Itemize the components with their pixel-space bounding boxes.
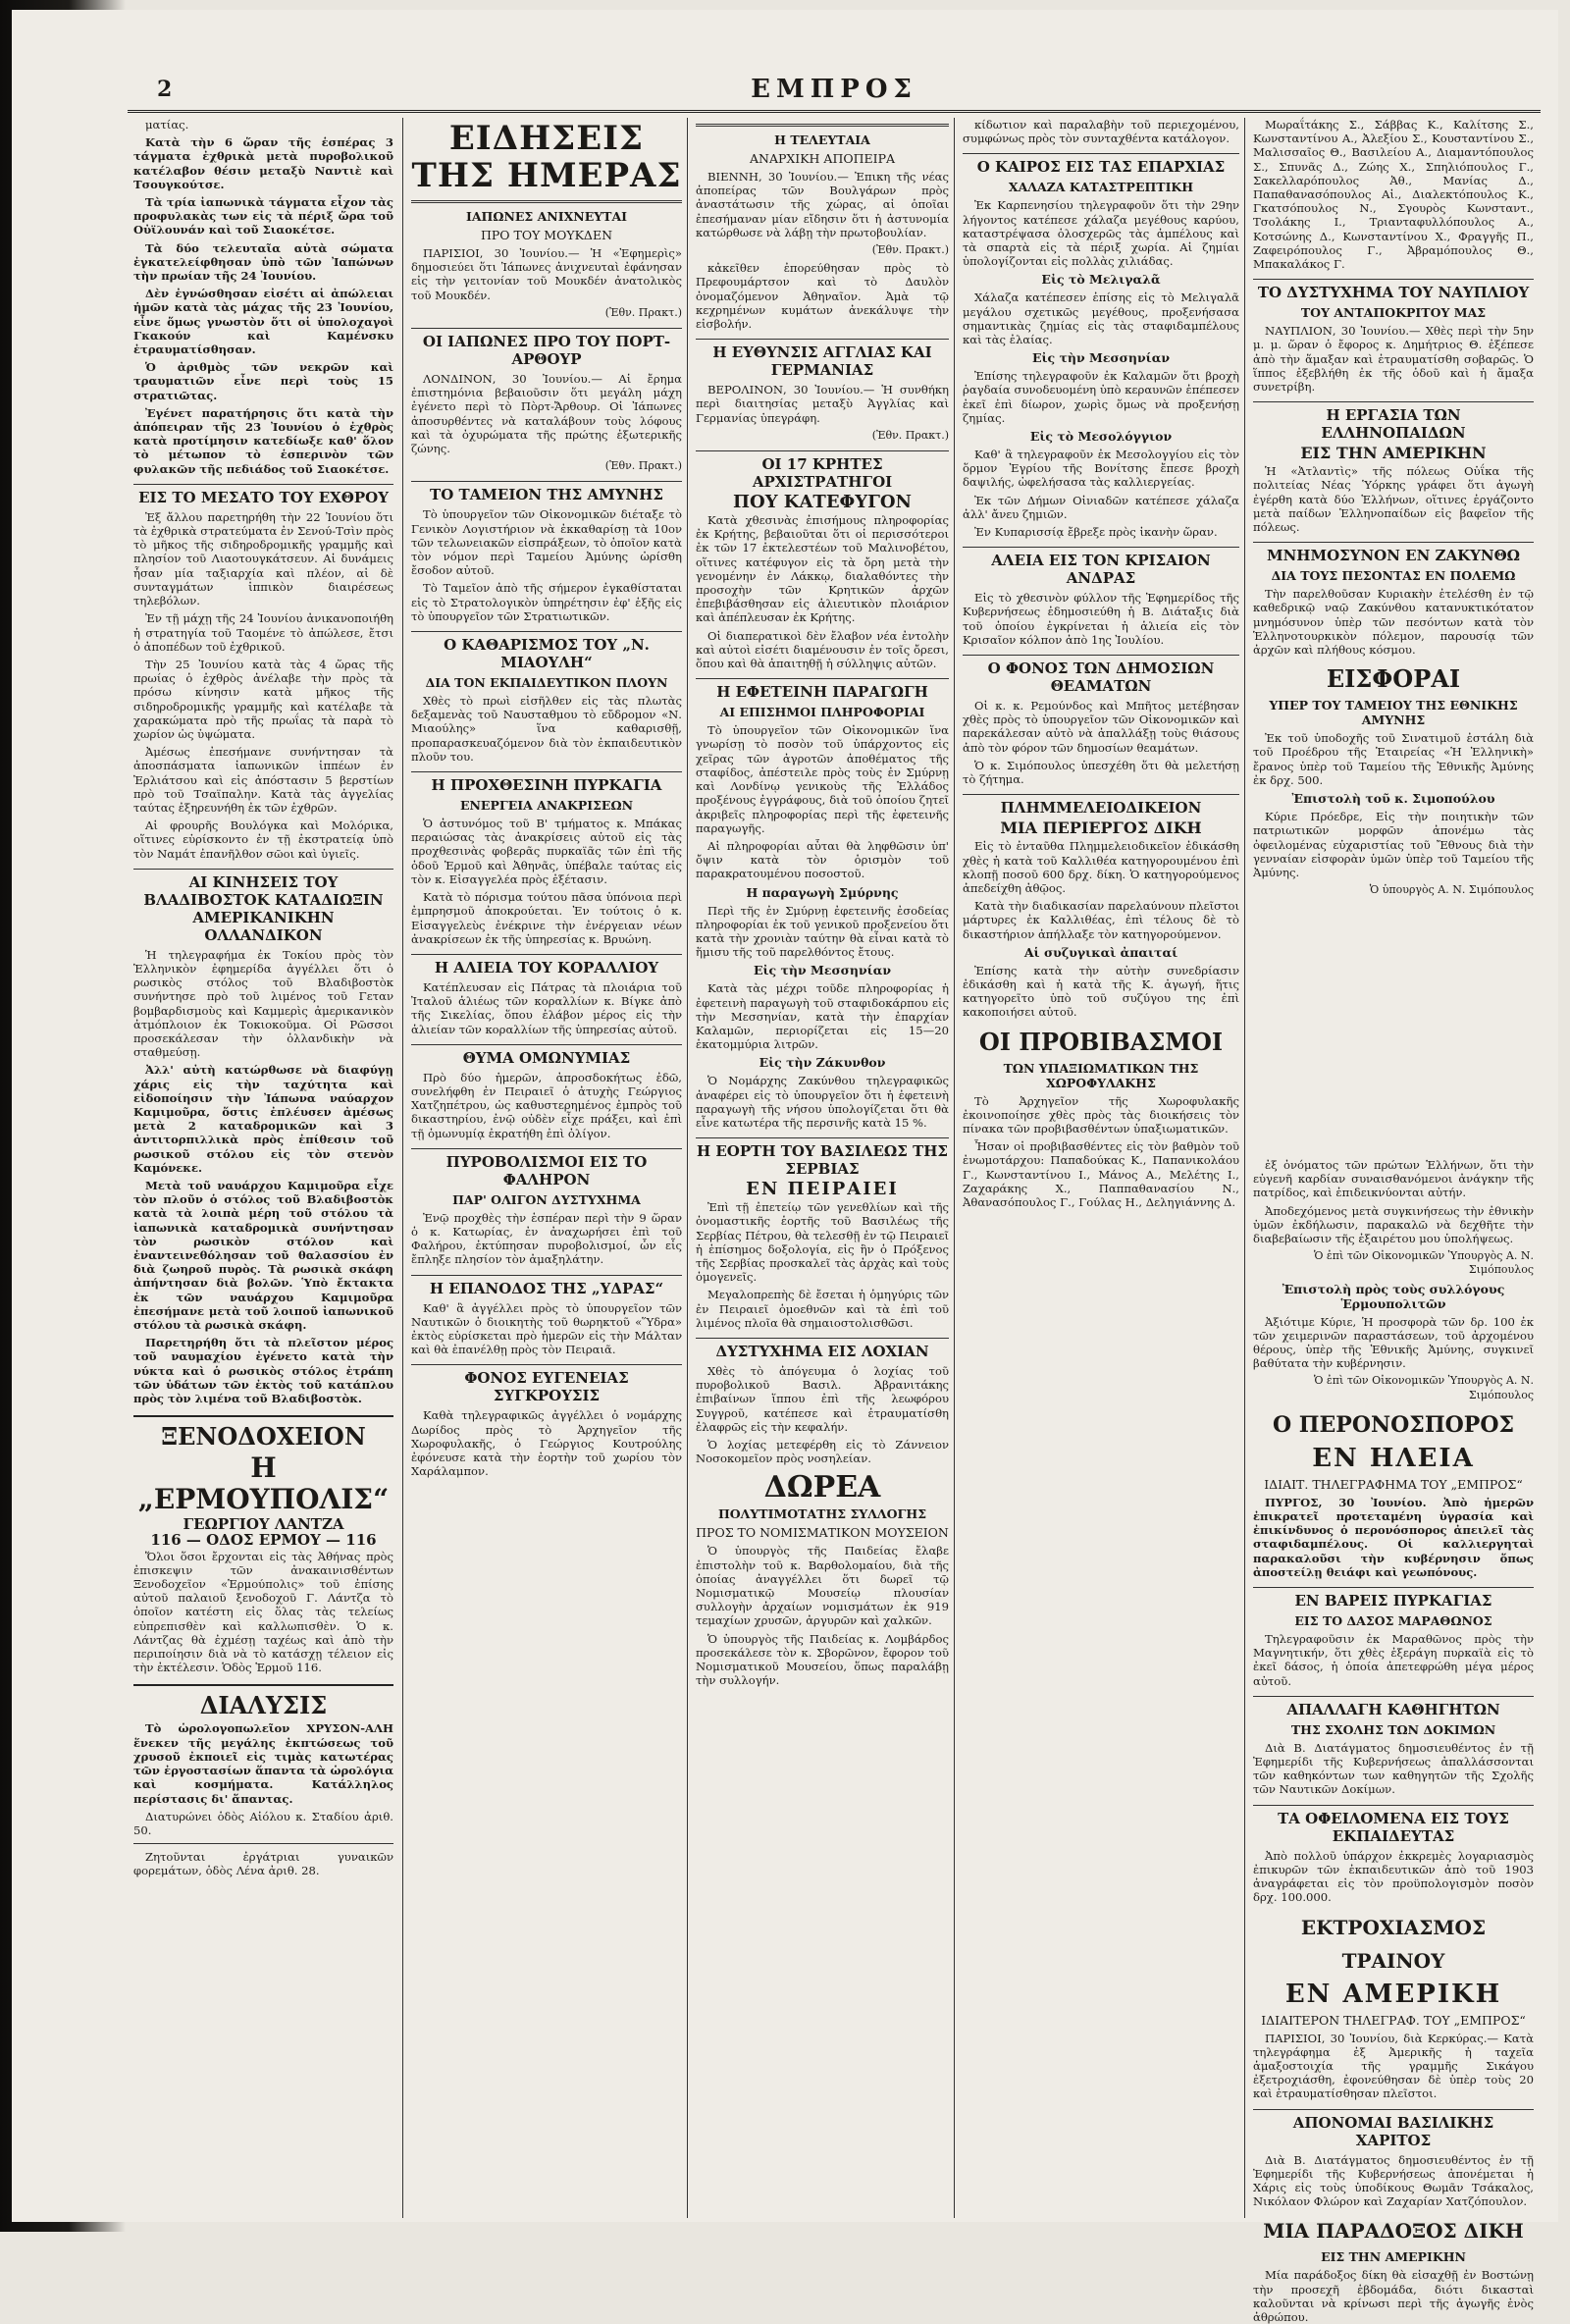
paragraph: Ἐνῷ πρoχθὲς τὴν ἑσπέραν περὶ τὴν 9 ὥραν ὁ κ. Κατωρίας, ἐν ἀναχωρήσει ἐπὶ τοῦ Φαλήρου, ἐκτύπησαν πυροβολισμοί, ὧν εἷς ἔπληξε πλησίον τὸν ἀμαξηλάτην.: [411, 1210, 682, 1267]
section-heading: Η ΤΕΛΕΥΤΑΙΑ: [774, 132, 870, 147]
hotel-ad-owner: ΓΕΩΡΓΙΟΥ ΛΑΝΤΖΑ: [183, 1515, 344, 1534]
paragraph: ματίας.: [145, 118, 189, 132]
paragraph: Τὸ ὑπουργεῖον τῶν Οἰκονομικῶν ἵνα γνωρίσῃ τὸ ποσὸν τοῦ ὑπάρχοντος εἰς χεῖρας τῶν ἀγροτῶν ἀποθέματος τῆς σταφίδος, ἀπέστειλε πρὸς τοὺς ἐν Σμύρνῃ καὶ Λονδίνῳ γενικοὺς τῆς Ἑλλάδος προξένους ἐγγράφους, διὰ τοῦ ὁποίου ζητεῖ ἀκριβεῖς πληροφορίας περὶ τῆς ἐφετεινῆς παραγωγῆς.: [696, 723, 949, 835]
section-heading: ΕΝ ΒΑΡΕΙΣ ΠΥΡΚΑΓΙΑΣ: [1253, 1587, 1534, 1610]
paragraph: ἐξ ὀνόματος τῶν πρώτων Ἑλλήνων, ὅτι τὴν εὐγενῆ καρδίαν συναισθανόμενοι ἀνάγκην τῆς πατρίδος, καὶ ἐπιδεικνύονται αὐτήν.: [1253, 1158, 1534, 1200]
section-heading: ΤΟ ΔΥΣΤΥΧΗΜΑ ΤΟΥ ΝΑΥΠΛΙΟΥ: [1253, 279, 1534, 301]
section-subheading: ΠΟΛΥΤΙΜΟΤΑΤΗΣ ΣΥΛΛΟΓΗΣ: [717, 1506, 927, 1522]
section-heading: ΦΟΝΟΣ ΕΥΓΕΝΕΙΑΣ ΣΥΓΚΡΟΥΣΙΣ: [411, 1364, 682, 1404]
paragraph: Ἐκ τοῦ ὑποδοχῆς τοῦ Σινατιμοῦ ἐστάλη διὰ τοῦ Προέδρου τῆς Ἑταιρείας «Ἡ Ἑλληνικὴ» ἔρανος ὑπὲρ τοῦ Ταμείου τῆς Ἐθνικῆς Ἀμύνης ἐκ δρχ. 500.: [1253, 731, 1534, 787]
section-heading: Η ΕΦΕΤΕΙΝΗ ΠΑΡΑΓΩΓΗ: [696, 678, 949, 701]
section-subheading: ΠΡΟΣ ΤΟ ΝΟΜΙΣΜΑΤΙΚΟΝ ΜΟΥΣΕΙΟΝ: [696, 1525, 949, 1541]
hotel-ad-heading: ΞΕΝΟΔΟΧΕΙΟΝ: [133, 1415, 393, 1451]
paragraph: Κατὰ χθεσινὰς ἐπισήμους πληροφορίας ἐκ Κρήτης, βεβαιοῦται ὅτι οἱ περισσότεροι ἐκ τῶν 17 ἐκτελεστέων τοῦ Μαλινοβέτου, οἵτινες κατέφυγον εἰς τὰ ὄρη μετὰ τὴν γενομένην ἐν Λάκκῳ, διαλαθόντες τὴν προσοχὴν τῶν Κρητικῶν ἀρχῶν ἐπεβιβάσθησαν εἰς ἁλιευτικὸν πλοιάριον καὶ ἀπέπλευσαν ἐκ Κρήτης.: [696, 513, 949, 625]
paragraph: κἀκεῖθεν ἐπορεύθησαν πρὸς τὸ Πρεφουμάρτσον καὶ τὸ Δαυλὸν ὀνομαζόμενον Ἀθηναῖον. Ἀμὰ τῷ κεχρημένων κυμάτων ἀνεκάλυψε τὴν εἰσβολήν.: [696, 261, 949, 332]
section-heading: Η ΠΡΟΧΘΕΣΙΝΗ ΠΥΡΚΑΓΙΑ: [411, 771, 682, 794]
section-heading: ΜΝΗΜΟΣΥΝΟΝ ΕΝ ΖΑΚΥΝΘΩ: [1253, 542, 1534, 564]
column-2: [402, 118, 690, 2218]
source-credit: (Ἐθν. Πρακτ.): [604, 459, 682, 473]
section-heading: Η ΕΥΘΥΝΣΙΣ ΑΓΓΛΙΑΣ ΚΑΙ ΓΕΡΜΑΝΙΑΣ: [696, 339, 949, 379]
section-subheading: ΕΙΣ ΤΟ ΔΑΣΟΣ ΜΑΡΑΘΩΝΟΣ: [1294, 1613, 1492, 1629]
paragraph: Τὰ τρία ἰαπωνικὰ τάγματα εἶχον τὰς προφυλακὰς των εἰς τὰ πέριξ ὥρα τοῦ Οὐϊλουνάν καὶ τοῦ Σιαοκέτσε.: [133, 195, 393, 238]
section-heading: Ο ΚΑΘΑΡΙΣΜΟΣ ΤΟΥ „Ν. ΜΙΑΟΥΛΗ“: [411, 631, 682, 671]
section-heading: ΤΟ ΤΑΜΕΙΟΝ ΤΗΣ ΑΜΥΝΗΣ: [411, 481, 682, 503]
section-heading: Ο ΚΑΙΡΟΣ ΕΙΣ ΤΑΣ ΕΠΑΡΧΙΑΣ: [963, 153, 1239, 176]
section-heading: ΤΑ ΟΦΕΙΛΟΜΕΝΑ ΕΙΣ ΤΟΥΣ ΕΚΠΑΙΔΕΥΤΑΣ: [1253, 1805, 1534, 1845]
column-4: [954, 118, 1247, 2218]
section-subheading: ΠΟΥ ΚΑΤΕΦΥΓΟΝ: [733, 492, 912, 513]
section-subheading: ΕΙΣ ΤΗΝ ΑΜΕΡΙΚΗΝ: [1300, 444, 1487, 463]
section-subheading: ΕΝ ΠΕΙΡΑΙΕΙ: [746, 1179, 899, 1200]
section-subheading: ΕΝ ΗΛΕΙΑ: [1312, 1443, 1475, 1473]
sub-heading: Εἰς τὴν Ζάκυνθον: [759, 1055, 886, 1071]
sub-heading: Ἐπιστολὴ τοῦ κ. Σιμοπούλου: [1291, 791, 1495, 807]
section-subheading: ΑΝΑΡΧΙΚΗ ΑΠΟΠΕΙΡΑ: [749, 151, 896, 166]
source-credit: (Ἐθν. Πρακτ.): [604, 305, 682, 319]
paragraph: Ἀμέσως ἐπεσήμανε συνήντησαν τὰ ἀποσπάσματα ἰαπωνικῶν ἱππέων ἐν Ἐρλιάτσου καὶ εἰς ἀπόστασιν 5 βερστίων πρὸ τοῦ Τσαϊπαλην. Κατὰ τὰς ἀγγελίας ταύτας ἐξηρευνήθη ἐκ τῶν ἐχθρῶν.: [133, 745, 393, 815]
paragraph: Ἀποδεχόμενος μετὰ συγκινήσεως τὴν ἐθνικὴν ὑμῶν ἐκδήλωσιν, παρακαλῶ νὰ δεχθῆτε τὴν διαβεβαίωσιν τῆς ἐξαιρέτου μου ὑπολήψεως.: [1253, 1203, 1534, 1246]
dialysis-ad-address: Διατυρώνει ὁδὸς Αἰόλου κ. Σταδίου ἀριθ. 50.: [133, 1809, 393, 1837]
paragraph: Αἱ πληροφορίαι αὗται θὰ ληφθῶσιν ὑπ' ὄψιν κατὰ τὸν ὁρισμὸν τοῦ παρακρατουμένου ποσοστοῦ.: [696, 838, 949, 881]
sub-heading: Εἰς τὴν Μεσσηνίαν: [1031, 350, 1171, 366]
paragraph: Διὰ Β. Διατάγματος δημοσιευθέντος ἐν τῇ Ἐφημερίδι τῆς Κυβερνήσεως ἀπονέμεται ἡ Χάρις εἰς τοὺς ὑποδίκους Θωμᾶν Τσάκαλος, Νικόλαον Φλώρον καὶ Ζαχαρίαν Χατζόπουλον.: [1253, 2152, 1534, 2209]
paragraph: Ἀξιότιμε Κύριε, Ἡ προσφορὰ τῶν δρ. 100 ἐκ τῶν χειμερινῶν παραστάσεων, τοῦ ἀρχομένου θέρους, ὑπὲρ τῆς Ἐθνικῆς Ἀμύνης, συγκινεῖ βαθύτατα τὴν κυβέρνησιν.: [1253, 1314, 1534, 1371]
paragraph: Τὴν παρελθοῦσαν Κυριακὴν ἐτελέσθη ἐν τῷ καθεδρικῷ ναῷ Ζακύνθου κατανυκτικότατον μνημόσυνον ὑπὲρ τῶν πεσόντων κατὰ τὸν Ἑλληνοτουρκικὸν πόλεμον, παρουσίᾳ τῶν ἀρχῶν καὶ πλήθους κόσμου.: [1253, 587, 1534, 658]
section-heading: ΔΩΡΕΑ: [763, 1470, 881, 1505]
paragraph: Ὁ ὑπουργὸς τῆς Παιδείας ἔλαβε ἐπιστολὴν τοῦ κ. Βαρθολομαίου, διὰ τῆς ὁποίας ἀναγγέλλει ὅτι δωρεῖ τῷ Νομισματικῷ Μουσείῳ πλουσίαν συλλογὴν ἀρχαίων νομισμάτων ἐκ 919 τεμαχίων χρυσῶν, ἀργυρῶν καὶ χαλκῶν.: [696, 1544, 949, 1628]
section-heading: ΠΛΗΜΜΕΛΕΙΟΔΙΚΕΙΟΝ: [963, 794, 1239, 817]
section-subheading: ΕΙΣ ΤΗΝ ΑΜΕΡΙΚΗΝ: [1321, 2249, 1466, 2265]
page-title: ΕΙΔΗΣΕΙΣ ΤΗΣ ΗΜΕΡΑΣ: [411, 119, 682, 195]
paragraph: Ἐν τῇ μάχῃ τῆς 24 Ἰουνίου ἀνικανοποιήθη ἡ στρατηγία τοῦ Ταομένε τὸ ἀπώλεσε, ἔτσι ὁ ἀποπέδων τοῦ ἐχθρικοῦ.: [133, 611, 393, 654]
paragraph: Αἱ φρουρῆς Βουλόγκα καὶ Μολόρικα, οἵτινες εὑρίσκοντο ἐν τῇ ἐκστρατείᾳ ὑπὸ τὸν Ναμάτ ἐπανῆλθον σῶοι καὶ ὑγιεῖς.: [133, 819, 393, 861]
hotel-ad-name: Η „ΕΡΜΟΥΠΟΛΙΣ“: [137, 1452, 390, 1516]
paragraph: Ἐγένετ παρατήρησις ὅτι κατὰ τὴν ἀπόπειραν τῆς 23 Ἰουνίου ὁ ἐχθρὸς κατὰ προτίμησιν κατεδίωξε καθ' ὅλον τὸ μέτωπον τὸ ἑσπερινὸν τῶν φυλακῶν τῆς πεδιάδος τοῦ Σιαοκέτσε.: [133, 405, 393, 476]
section-heading: ΟΙ 17 ΚΡΗΤΕΣ ΑΡΧΙΣΤΡΑΤΗΓΟΙ: [696, 450, 949, 491]
paper-name: ΕΜΠΡΟΣ: [751, 75, 917, 104]
section-heading: Η ΕΟΡΤΗ ΤΟΥ ΒΑΣΙΛΕΩΣ ΤΗΣ ΣΕΡΒΙΑΣ: [696, 1137, 949, 1178]
paragraph: Ὁ κ. Σιμόπουλος ὑπεσχέθη ὅτι θὰ μελετήσῃ τὸ ζήτημα.: [963, 758, 1239, 787]
section-heading: ΑΙ ΚΙΝΗΣΕΙΣ ΤΟΥ ΒΛΑΔΙΒΟΣΤΟΚ ΚΑΤΑΔΙΩΞΙΝ ΑΜΕΡΙΚΑΝΙΚΗΝ ΟΛΛΑΝΔΙΚΟΝ: [133, 869, 393, 944]
paragraph: Εἰς τὸ χθεσινὸν φύλλον τῆς Ἐφημερίδος τῆς Κυβερνήσεως ἐδημοσιεύθη ἡ Β. Διάταξις διὰ τοῦ ὁποίου ἐγκρίνεται ἡ ἁλιεία εἰς τὸν Κρισαῖον κόλπον ἀπὸ 1ης Ἰουλίου.: [963, 591, 1239, 647]
paragraph: Τὸ ὑπουργεῖον τῶν Οἰκονομικῶν διέταξε τὸ Γενικὸν Λογιστήριον νὰ ἐκκαθαρίσῃ τὰ 10ον τῶν τελωνειακῶν εἰσπράξεων, τὸ ὁποῖον κατὰ τὸν νόμον περὶ Ταμείου Ἀμύνης ὡρίσθη ἔσοδον αὐτοῦ.: [411, 507, 682, 578]
section-subheading: ΤΟΥ ΑΝΤΑΠΟΚΡΙΤΟΥ ΜΑΣ: [1300, 305, 1487, 321]
paragraph: Μωραΐτάκης Σ., Σάββας Κ., Καλίτσης Σ., Κωνσταντίνου Α., Ἀλεξίου Σ., Κουσταντίνου Σ., Μαλισσαῖος Θ., Βασιλείου Α., Διαμαντόπουλος Σ., Σπυνᾶς Δ., Ζώης Χ., Σπηλιόπουλος Γ., Σακελλαρόπουλος Ἀθ., Μανίας Δ., Παπαθανασόπουλος Αἰ., Διαλεκτόπουλος Κ., Γκατσόπουλος Ν., Σγουρὸς Κωνσταντ., Τσολάκης Ι., Τριανταφυλλόπουλος Α., Κοτσώνης Δ., Κωνσταντίνου Χ., Φραγγῆς Π., Ζαφειρόπουλος Γ., Ἀβραμόπουλος Θ., Μπακαλάκος Γ.: [1253, 118, 1534, 272]
column-3: [687, 118, 957, 2218]
paragraph: ΛΟΝΔΙΝΟΝ, 30 Ἰουνίου.— Αἱ ἔρημα ἐπιστημόνια βεβαιοῦσιν ὅτι μεγάλη μάχη ἐγένετο περὶ τὸ Πὸρτ-Ἄρθουρ. Οἱ Ἰάπωνες ἀποσυρθέντες νὰ καταλάβουν τοὺς λόφους καὶ τὰ ὀχυρώματα τῆς πρώτης ἐξωτερικῆς ζώνης.: [411, 372, 682, 456]
paragraph: Ὁ ἀριθμὸς τῶν νεκρῶν καὶ τραυματιῶν εἶνε περὶ τοὺς 15 στρατιῶτας.: [133, 360, 393, 402]
sub-heading: Η παραγωγὴ Σμύρνης: [746, 884, 899, 900]
sub-heading: Εἰς τὸ Μελιγαλᾶ: [1041, 272, 1161, 288]
section-subheading: ΠΡΟ ΤΟΥ ΜΟΥΚΔΕΝ: [480, 228, 613, 242]
paragraph: Τὴν 25 Ἰουνίου κατὰ τὰς 4 ὥρας τῆς πρωίας ὁ ἐχθρὸς ἀνέλαβε τὴν πρὸς τὰ πρόσω κίνησιν κατὰ μῆκος τῆς σιδηροδρομικῆς γραμμῆς καὶ κατέλαβε τὰ χαρακώματα πρὸ τῆς πρωΐας τὰ παρὰ τὸ χωρίον ὡς ὑψώματα.: [133, 657, 393, 741]
section-subheading: ΑΙ ΕΠΙΣΗΜΟΙ ΠΛΗΡΟΦΟΡΙΑΙ: [719, 705, 925, 720]
section-subheading: ΙΔΙΑΙΤΕΡΟΝ ΤΗΛΕΓΡΑΦ. ΤΟΥ „ΕΜΠΡΟΣ“: [1261, 2012, 1526, 2028]
section-subheading: ΕΝΕΡΓΕΙΑ ΑΝΑΚΡΙΣΕΩΝ: [459, 798, 634, 814]
paragraph: Περὶ τῆς ἐν Σμύρνῃ ἐφετεινῆς ἐσοδείας πληροφορίαι ἐκ τοῦ γενικοῦ προξενείου ὅτι κατὰ τὴν χρονιὰν ταύτην θὰ εἶναι κατὰ τὸ ἥμισυ τῆς τοῦ παρελθόντος ἔτους.: [696, 903, 949, 960]
section-subheading: ΤΩΝ ΥΠΑΞΙΩΜΑΤΙΚΩΝ ΤΗΣ ΧΩΡΟΦΥΛΑΚΗΣ: [1003, 1060, 1199, 1090]
signature: Ὁ ἐπὶ τῶν Οἰκονομικῶν Ὑπουργὸς Α. Ν. Σιμόπουλος: [1313, 1249, 1534, 1277]
section-heading: Η ΕΠΑΝΟΔΟΣ ΤΗΣ „ΥΔΡΑΣ“: [411, 1275, 682, 1297]
paragraph: Κατὰ τὸ πόρισμα τούτου πᾶσα ὑπόνοια περὶ ἐμπρησμοῦ ἀποκρούεται. Ἐν τούτοις ὁ κ. Εἰσαγγελεὺς ἐνέκρινε τὴν ἐνέργειαν νέων ἀνακρίσεων ἐκ τῆς ὑπηρεσίας κ. Βρυώνη.: [411, 890, 682, 946]
section-heading: ΑΛΕΙΑ ΕΙΣ ΤΟΝ ΚΡΙΣΑΙΟΝ ΑΝΔΡΑΣ: [963, 547, 1239, 587]
page-number: 2: [157, 77, 173, 102]
paragraph: Χθὲς τὸ ἀπόγευμα ὁ λοχίας τοῦ πυροβολικοῦ Βασιλ. Ἀβρανιτάκης ἐπιβαίνων ἵππου ἐπὶ τῆς λεωφόρου Συγγροῦ, κατέπεσε καὶ ἐτραυματίσθη ἐλαφρῶς εἰς τὴν κεφαλήν.: [696, 1363, 949, 1434]
section-heading: ΑΠΟΝΟΜΑΙ ΒΑΣΙΛΙΚΗΣ ΧΑΡΙΤΟΣ: [1253, 2109, 1534, 2149]
section-subheading: ΙΔΙΑΙΤ. ΤΗΛΕΓΡΑΦΗΜΑ ΤΟΥ „ΕΜΠΡΟΣ“: [1264, 1476, 1523, 1492]
paragraph: Ἐκ τῶν Δήμων Οἰνιαδῶν κατέπεσε χάλαζα ἀλλ' ἄνευ ζημιῶν.: [963, 493, 1239, 521]
section-heading: Η ΑΛΙΕΙΑ ΤΟΥ ΚΟΡΑΛΛΙΟΥ: [411, 954, 682, 977]
hotel-ad-text: Ὅλοι ὅσοι ἔρχονται εἰς τὰς Ἀθήνας πρὸς ἐπισκεψιν τῶν ἀνακαινισθέντων Ξενοδοχεῖον «Ἑρμούπολις» τοῦ ἐπίσης αὐτοῦ παλαιοῦ ξενοδοχοῦ Γ. Λάντζα τὸ ὁποῖον κατέστη εἰς ὅλας τὰς τελείως εὐπρεπισθὲν καὶ καλλωπισθὲν. Ὁ κ. Λάντζας θὰ ἐχμέσῃ ταχέως καὶ ἀπὸ τὴν περιποίησιν διὰ νὰ τὸ κατάσχῃ τέλειον εἰς τὴν ἐκτέλεσιν. Ὁδὸς Ἑρμοῦ 116.: [133, 1549, 393, 1675]
section-subheading: ΜΙΑ ΠΕΡΙΕΡΓΟΣ ΔΙΚΗ: [1000, 819, 1202, 838]
paragraph: Ἀλλ' αὐτὴ κατώρθωσε νὰ διαφύγῃ χάρις εἰς τὴν ταχύτητα καὶ εἰδοποίησιν τὴν Ἰάπωνα ναύαρχον Καμιμοῦρα, ὅστις ἐπλέυσεν ἀμέσως μετὰ 2 καταδρομικῶν καὶ 3 ἀντιτορπιλλικὰ πρὸς ἐπίθεσιν τοῦ ρωσικοῦ στόλου εἰς τὸν στενὸν Καμόνεκε.: [133, 1063, 393, 1175]
section-subheading: ΧΑΛΑΖΑ ΚΑΤΑΣΤΡΕΠΤΙΚΗ: [1008, 180, 1194, 195]
dialysis-ad-heading: ΔΙΑΛΥΣΙΣ: [133, 1684, 393, 1719]
paragraph: Δὲν ἐγνώσθησαν εἰσέτι αἱ ἀπώλειαι ἡμῶν κατὰ τὰς μάχας τῆς 23 Ἰουνίου, εἶνε ὅμως γνωστὸν ὅτι οἱ ὑπολοχαγοὶ Γκακούν καὶ Καμένσκυ ἐτραυματίσθησαν.: [133, 287, 393, 357]
paragraph: Τὰ δύο τελευταῖα αὐτὰ σώματα ἐγκατελείφθησαν ὑπὸ τῶν Ἰαπώνων τὴν πρωίαν τῆς 24 Ἰουνίου.: [133, 240, 393, 284]
masthead: [128, 73, 1541, 113]
paragraph: Καθὰ τηλεγραφικῶς ἀγγέλλει ὁ νομάρχης Δωρίδος πρὸς τὸ Ἀρχηγεῖον τῆς Χωροφυλακῆς, ὁ Γεώργιος Κουτρούλης ἐφόνευσε κατὰ τὴν ἐορτὴν τοῦ χωρίου τὸν Χαράλαμπον.: [411, 1408, 682, 1479]
paragraph: Μεγαλοπρεπὴς δὲ ἔσεται ἡ ὁμηγύρις τῶν ἐν Πειραιεῖ ὁμοεθνῶν καὶ τὰ ἐπὶ τοῦ λιμένος πλοῖα θὰ σημαιοστολισθῶσι.: [696, 1288, 949, 1330]
paragraph: ΒΙΕΝΝΗ, 30 Ἰουνίου.— Ἐπικη τῆς νέας ἀποπείρας τῶν Βουλγάρων πρὸς ἀναστάτωσιν τῆς χώρας, αἱ ὁποῖαι ἐπεσήμαναν μίαν εἴδησιν ὅτι ἡ ἀστυνομία κατώρθωσε νὰ λάβῃ τὴν πρωτοβουλίαν.: [696, 170, 949, 239]
paragraph: Ἦσαν οἱ προβιβασθέντες εἰς τὸν βαθμὸν τοῦ ἐνωμοτάρχου: Παπαδούκας Κ., Παπανικολάου Γ., Κωνσταντίνου Ι., Μάνος Α., Μελέτης Ι., Ζαχαράκης Χ., Παππαθανασίου Ν., Ἀθανασόπουλος Γ., Γούλας Η., Δεληγιάννης Δ.: [963, 1139, 1239, 1209]
paragraph: Πρὸ δύο ἡμερῶν, ἀπροσδοκήτως ἐδῶ, συνελήφθη ἐν Πειραιεῖ ὁ ἀτυχὴς Γεώργιος Χατζηπέτρου, ὡς καθυστερημένος ἐμπρὸς τοῦ δικαστηρίου, ἐνῷ οὐδὲν εἶχε πράξει, καὶ ἐπὶ τῇ ὁμωνυμίᾳ ἐκρατήθη ἐπὶ ὀλίγον.: [411, 1070, 682, 1140]
paragraph: ΝΑΥΠΛΙΟΝ, 30 Ἰουνίου.— Χθὲς περὶ τὴν 5ην μ. μ. ὥραν ὁ ἔφορος κ. Δημήτριος Θ. ἐξέπεσε ἀπὸ τὴν ἅμαξαν καὶ ἐτραυματίσθη σοβαρῶς. Ὁ ἵππος ἐξεβλήθη ἐκ τῆς ὁδοῦ καὶ ἡ ἅμαξα συνετρίβη.: [1253, 324, 1534, 395]
section-heading: ΕΙΣ ΤΟ ΜΕΣΑΤΟ ΤΟΥ ΕΧΘΡΟΥ: [133, 484, 393, 506]
source-credit: (Ἐθν. Πρακτ.): [871, 243, 949, 257]
signature: Ὁ ἐπὶ τῶν Οἰκονομικῶν Ὑπουργὸς Α. Ν. Σιμόπουλος: [1313, 1374, 1534, 1401]
sub-heading: Αἱ συζυγικαὶ ἀπαιταί: [1023, 944, 1178, 960]
paragraph: Ὁ λοχίας μετεφέρθη εἰς τὸ Ζάννειον Νοσοκομεῖον πρὸς νοσηλείαν.: [696, 1438, 949, 1466]
paragraph: ΠΥΡΓΟΣ, 30 Ἰουνίου. Ἀπὸ ἡμερῶν ἐπικρατεῖ προτεταμένη ὑγρασία καὶ ἐπικίνδυνος ὁ περονόσπορος ἀπειλεῖ τὰς σταφιδαμπέλους. Οἱ καλλιεργηταὶ παρακαλοῦσι τὴν κυβέρνησιν ὅπως ἀποστείλῃ θειάφι καὶ γεωπόνους.: [1253, 1495, 1534, 1579]
hotel-ad-address: 116 — ΟΔΟΣ ΕΡΜΟΥ — 116: [150, 1531, 377, 1550]
divider: [133, 1843, 393, 1844]
paragraph: Ἐξ ἄλλου παρετηρήθη τὴν 22 Ἰουνίου ὅτι τὰ ἐχθρικὰ στρατεύματα ἐν Σενού-Τσὶν πρὸς τὸ μῆκος τῆς σιδηροδρομικῆς γραμμῆς καὶ πλησίον τοῦ Λιαοτουγκάτσευν. Αἱ δυνάμεις ἦσαν μία ταξιαρχία καὶ πλέον, αἱ δὲ συνταγμάτων ἱππικὸν διαιρέσεως τηλεβόλων.: [133, 509, 393, 608]
section-subheading: ΥΠΕΡ ΤΟΥ ΤΑΜΕΙΟΥ ΤΗΣ ΕΘΝΙΚΗΣ ΑΜΥΝΗΣ: [1269, 698, 1518, 728]
source-credit: (Ἐθν. Πρακτ.): [871, 428, 949, 442]
signature: Ὁ ὑπουργὸς Α. Ν. Σιμόπουλος: [1369, 883, 1534, 897]
section-subheading: ΔΙΑ ΤΟΥΣ ΠΕΣΟΝΤΑΣ ΕΝ ΠΟΛΕΜΩ: [1271, 568, 1516, 584]
section-heading: ΟΙ ΙΑΠΩΝΕΣ ΠΡΟ ΤΟΥ ΠΟΡΤ-ΑΡΘΟΥΡ: [411, 328, 682, 368]
paragraph: ΠΑΡΙΣΙΟΙ, 30 Ἰουνίου, διὰ Κερκύρας.— Κατὰ τηλεγράφημα ἐξ Ἀμερικῆς ἡ ταχεῖα ἁμαξοστοιχία τῆς γραμμῆς Σικάγου ἐξετροχιάσθη, ἐφονεύθησαν δὲ ὑπὲρ τοὺς 20 καὶ ἐτραυματίσθησαν πλεῖστοι.: [1253, 2031, 1534, 2101]
section-subheading: ΕΝ ΑΜΕΡΙΚΗ: [1284, 1979, 1502, 2009]
paragraph: Ὁ ὑπουργὸς τῆς Παιδείας κ. Λομβάρδος προσεκάλεσε τὸν κ. Σβορῶνον, ἔφορον τοῦ Νομισματικοῦ Μουσείου, ὅπως παραλάβῃ τὴν συλλογήν.: [696, 1631, 949, 1688]
paragraph: Οἱ κ. κ. Ρεμούνδος καὶ Μπῆτος μετέβησαν χθὲς πρὸς τὸ ὑπουργεῖον τῶν Οἰκονομικῶν καὶ παρεκάλεσαν αὐτὸ νὰ ἀπαλλάξῃ τοὺς θιάσους ἀπὸ τὸν φόρον τῶν δημοσίων θεαμάτων.: [963, 699, 1239, 755]
paragraph: Ἐπίσης τηλεγραφοῦν ἐκ Καλαμῶν ὅτι βροχὴ ῥαγδαία συνοδευομένη ὑπὸ κεραυνῶν ἐπέπεσεν ἐκεῖ ἐπὶ δίωρον, χωρὶς ὅμως νὰ προξενήσῃ ζημίας.: [963, 369, 1239, 425]
section-heading: ΘΥΜΑ ΟΜΩΝΥΜΙΑΣ: [411, 1044, 682, 1067]
section-heading: ΠΥΡΟΒΟΛΙΣΜΟΙ ΕΙΣ ΤΟ ΦΑΛΗΡΟΝ: [411, 1148, 682, 1188]
section-subheading: ΠΑΡ' ΟΛΙΓΟΝ ΔΥΣΤΥΧΗΜΑ: [452, 1191, 641, 1207]
section-heading: ΙΑΠΩΝΕΣ ΑΝΙΧΝΕΥΤΑΙ: [465, 209, 627, 224]
column-1: [126, 118, 401, 2218]
section-heading: ΕΚΤΡΟΧΙΑΣΜΟΣ ΤΡΑΙΝΟΥ: [1300, 1915, 1487, 1973]
paragraph: Κύριε Πρόεδρε, Εἰς τὴν ποιητικὴν τῶν πατριωτικῶν μορφῶν ἀπονέμω τὰς ὀφειλομένας εὐχαριστίας τοῦ Ἔθνους διὰ τὴν γενναίαν εἰσφορὰν ὑμῶν ὑπὲρ τοῦ Ταμείου τῆς Ἀμύνης.: [1253, 810, 1534, 879]
dialysis-ad-text: Τὸ ὡρολογοπωλεῖον ΧΡΥΣΟΝ-ΑΛΗ ἕνεκεν τῆς μεγάλης ἐκπτώσεως τοῦ χρυσοῦ ἐκποιεῖ εἰς τιμὰς κατωτέρας τῶν ἐργοστασίων ἅπαντα τὰ ὡρολόγια καὶ κοσμήματα. Κατάλληλος περίστασις δι' ἅπαντας.: [133, 1721, 393, 1806]
section-heading: ΟΙ ΠΡΟΒΙΒΑΣΜΟΙ: [978, 1027, 1224, 1056]
section-heading: Ο ΦΟΝΟΣ ΤΩΝ ΔΗΜΟΣΙΩΝ ΘΕΑΜΑΤΩΝ: [963, 655, 1239, 695]
paragraph: κίδωτιον καὶ παραλαβὴν τοῦ περιεχομένου, συμφώνως πρὸς τὸν συνταχθέντα κατάλογον.: [963, 118, 1239, 146]
paragraph: Ἐπίσης κατὰ τὴν αὐτὴν συνεδρίασιν ἐδικάσθη καὶ ἡ κατὰ τῆς Κ. ἀγωγή, ἥτις κατηγορεῖτο ὑπὸ τοῦ συζύγου της ἐπὶ κακοποιήσει αὐτοῦ.: [963, 963, 1239, 1020]
paragraph: Χάλαζα κατέπεσεν ἐπίσης εἰς τὸ Μελιγαλᾶ μεγάλου σχετικῶς μεγέθους, προξενήσασα σημαντικὰς ζημίας εἰς τὰς σταφιδαμπέλους καὶ τὰς ἐλαίας.: [963, 290, 1239, 347]
paragraph: Μετὰ τοῦ ναυάρχου Καμιμοῦρα εἶχε τὸν πλοῦν ὁ στόλος τοῦ Βλαδιβοστὸκ κατὰ τὰ λοιπὰ μέρη τοῦ στόλου τὰ ἰαπωνικὰ καταδρομικὰ συνήντησαν τὸν ρωσικὸν στόλον καὶ ἐναντεινεθόλησαν τοῦ θαλασσίου ἐν διὰ ζωηροῦ πυρὸς. Τὰ ρωσικὰ σκάφη ἀπήντησαν διὰ βολῶν. Ὑπὸ ἔκτακτα ἐκ τῶν ναυάρχου Καμιμοῦρα ἐπεσήμανε μετὰ τοῦ λοιποῦ ἰαπωνικοῦ στόλου τὰ ρωσικὰ σκάφη.: [133, 1179, 393, 1333]
paragraph: Ἐκ Καρπενησίου τηλεγραφοῦν ὅτι τὴν 29ην λήγοντος κατέπεσε χάλαζα μεγέθους καρύου, καταστρέψασα ὁλοσχερῶς τὰς ἀμπέλους καὶ τὰ σπαρτὰ εἰς τὰ πέριξ χωρία. Αἱ ζημίαι ὑπολογίζονται εἰς πολλὰς χιλιάδας.: [963, 198, 1239, 269]
column-6: [1244, 1158, 1542, 2324]
paragraph: Ἐπὶ τῇ ἐπετείῳ τῶν γενεθλίων καὶ τῆς ὀνομαστικῆς ἑορτῆς τοῦ Βασιλέως τῆς Σερβίας Πέτρου, θὰ τελεσθῇ ἐν τῷ Πειραιεῖ ἡ ἐπίσημος δοξολογία, εἰς ἣν ὁ Πρόξενος τῆς Σερβίας προσκαλεῖ τὰς ἀρχὰς καὶ τοὺς ὁμογενεῖς.: [696, 1200, 949, 1285]
paragraph: Κατὰ τὰς μέχρι τοῦδε πληροφορίας ἡ ἐφετεινὴ παραγωγὴ τοῦ σταφιδοκάρπου εἰς τὴν Μεσσηνίαν, κατὰ τὴν ἐπαρχίαν Καλαμῶν, περιορίζεται εἰς 15—20 ἑκατομμύρια λιτρῶν.: [696, 981, 949, 1052]
paragraph: Ἀπὸ πολλοῦ ὑπάρχον ἐκκρεμὲς λογαριασμὸς ἐπικυρῶν τῶν ἐκπαιδευτικῶν ἀπὸ τοῦ 1903 ἀναγράφεται εἰς τὸν προϋπολογισμὸν ποσὸν δρχ. 100.000.: [1253, 1848, 1534, 1905]
paragraph: Εἰς τὸ ἐνταῦθα Πλημμελειοδικεῖον ἐδικάσθη χθὲς ἡ κατὰ τοῦ Καλλιθέα κατηγορουμένου ἐπὶ κλοπῇ ποσοῦ 600 δρχ. δίκη. Ὁ κατηγορούμενος ἀπεδείχθη ἀθῷος.: [963, 839, 1239, 895]
paragraph: ΒΕΡΟΛΙΝΟΝ, 30 Ἰουνίου.— Ἡ συνθήκη περὶ διαιτησίας μεταξὺ Ἀγγλίας καὶ Γερμανίας ὑπεγράφη.: [696, 383, 949, 425]
paragraph: Κατέπλευσαν εἰς Πάτρας τὰ πλοιάρια τοῦ Ἰταλοῦ ἁλιέως τῶν κοραλλίων κ. Βίγκε ἀπὸ τῆς Σικελίας, ὅπου ἐλάβον μέρος εἰς τὴν ἁλιείαν τῶν κοραλλίων τῆς ὑπηρεσίας αὐτοῦ.: [411, 979, 682, 1036]
section-heading: Ο ΠΕΡΟΝΟΣΠΟΡΟΣ: [1272, 1411, 1515, 1438]
paragraph: Διὰ Β. Διατάγματος δημοσιευθέντος ἐν τῇ Ἐφημερίδι τῆς Κυβερνήσεως ἀπαλλάσσονται τῶν καθηκόντων των καθηγητῶν τῆς Σχολῆς τῶν Ναυτικῶν Δοκίμων.: [1253, 1740, 1534, 1797]
paragraph: Τηλεγραφοῦσιν ἐκ Μαραθῶνος πρὸς τὴν Μαγνητικήν, ὅτι χθὲς ἐξεράγη πυρκαϊὰ εἰς τὸ ἐκεῖ δάσος, ἡ ὁποία ἀπετεφρώθη μέγα μέρος αὐτοῦ.: [1253, 1632, 1534, 1688]
paragraph: Καθ' ἃ τηλεγραφοῦν ἐκ Μεσολογγίου εἰς τὸν ὅρμον Ἐγρίου τῆς Βονίτσης ἔπεσε βροχὴ δαψιλής, ὠφελήσασα τὰς καλλιεργείας.: [963, 448, 1239, 490]
paragraph: Κατὰ τὴν διαδικασίαν παρελαύνουν πλεῖστοι μάρτυρες ἐκ Καλλιθέας, ἐπὶ τέλους δὲ τὸ δικαστήριον ἀπήλλαξε τὸν κατηγορούμενον.: [963, 899, 1239, 941]
sub-heading: Εἰς τὴν Μεσσηνίαν: [753, 963, 892, 978]
section-heading: ΕΙΣΦΟΡΑΙ: [1326, 664, 1461, 694]
wanted-ad: Ζητοῦνται ἐργάτριαι γυναικῶν φορεμάτων, ὁδὸς Λένα ἀριθ. 28.: [133, 1850, 393, 1878]
sub-heading: Εἰς τὸ Μεσολόγγιον: [1029, 429, 1173, 445]
sub-heading: Ἐπιστολὴ πρὸς τοὺς συλλόγους Ἑρμουπολιτῶν: [1282, 1281, 1505, 1311]
paragraph: Ἡ τηλεγραφήμα ἐκ Τοκίου πρὸς τὸν Ἑλληνικὸν ἐφημερίδα ἀγγέλλει ὅτι ὁ ρωσικὸς στόλος τοῦ Βλαδιβοστὸκ συνήντησε πρὸ τοῦ λιμένος τοῦ Γεταν βομβαρδισμοὺς καὶ Καμμερὶς ἀμερικανικὸν ἀτμόπλοιον ἐκ Τοκιοκοῦμα. Οἱ Ρῶσσοι προσεκάλεσαν τὴν ὁλλανδικὴν νὰ σταθμεύσῃ.: [133, 947, 393, 1060]
paragraph: Καθ' ἃ ἀγγέλλει πρὸς τὸ ὑπουργεῖον τῶν Ναυτικῶν ὁ διοικητὴς τοῦ θωρηκτοῦ «Ὕδρα» ἐκτὸς εὑρίσκεται πρὸ ἡμερῶν εἰς τὴν Μάλταν καὶ θὰ ἐπανέλθῃ πρὸς τὸν Πειραιᾶ.: [411, 1300, 682, 1357]
section-subheading: ΔΙΑ ΤΟΝ ΕΚΠΑΙΔΕΥΤΙΚΟΝ ΠΛΟΥΝ: [425, 675, 668, 691]
paragraph: Ἐν Κυπαρισσίᾳ ἔβρεξε πρὸς ἱκανὴν ὥραν.: [974, 525, 1218, 540]
section-heading: ΑΠΑΛΛΑΓΗ ΚΑΘΗΓΗΤΩΝ: [1253, 1696, 1534, 1718]
paragraph: ΠΑΡΙΣΙΟΙ, 30 Ἰουνίου.— Ἡ «Ἐφημερὶς» δημοσιεύει ὅτι Ἰάπωνες ἀνιχνευταὶ ἐφάνησαν εἰς τὴν γειτονίαν τοῦ Μουκδέν ἀνατολικὸς τοῦ Μουκδέν.: [411, 246, 682, 302]
divider: [696, 124, 949, 127]
paragraph: Οἱ διαπερατικοὶ δὲν ἔλαβον νέα ἐντολὴν καὶ αὐτοὶ εἰσέτι διαμένουσιν ἐν τοῖς ὄρεσι, ὅπου καὶ θὰ ἀπαιτηθῇ ἡ σύλληψις αὐτῶν.: [696, 628, 949, 671]
section-heading: ΜΙΑ ΠΑΡΑΔΟΞΟΣ ΔΙΚΗ: [1263, 2219, 1524, 2244]
paragraph: Κατὰ τὴν 6 ὥραν τῆς ἑσπέρας 3 τάγματα ἐχθρικὰ μετὰ πυροβολικοῦ κατέλαβον θέσιν μεταξὺ Ναντιὲ καὶ Τσουγκούτσε.: [133, 135, 393, 191]
paragraph: Ἡ «Ἀτλαντὶς» τῆς πόλεως Οὐΐκα τῆς πολιτείας Νέας Ὑόρκης γράφει ὅτι ἀγωγὴ ἐγέρθη κατὰ δύο Ἑλλήνων, οἵτινες ἐργάζοντο μετὰ παίδων Ἑλληνοπαίδων εἰς βαφεῖον τῆς πόλεως.: [1253, 464, 1534, 535]
section-subheading: ΤΗΣ ΣΧΟΛΗΣ ΤΩΝ ΔΟΚΙΜΩΝ: [1290, 1721, 1496, 1737]
section-heading: Η ΕΡΓΑΣΙΑ ΤΩΝ ΕΛΛΗΝΟΠΑΙΔΩΝ: [1253, 401, 1534, 442]
divider: [411, 200, 682, 203]
paragraph: Τὸ Ταμεῖον ἀπὸ τῆς σήμερον ἐγκαθίσταται εἰς τὸ Στρατολογικὸν ὑπηρέτησιν ἐφ' ἑξῆς εἰς τὸ ὑπουργεῖον τῶν Στρατιωτικῶν.: [411, 581, 682, 623]
paragraph: Μία παράδοξος δίκη θὰ εἰσαχθῇ ἐν Βοστώνῃ τὴν προσεχῆ ἑβδομάδα, διότι δικασταὶ καλοῦνται νὰ κρίνωσι περὶ τῆς ἀγωγῆς ἑνὸς ἀθρώπου.: [1253, 2268, 1534, 2324]
paragraph: Τὸ Ἀρχηγεῖον τῆς Χωροφυλακῆς ἐκοινοποίησε χθὲς πρὸς τὰς διοικήσεις τὸν πίνακα τῶν προβιβασθέντων ὑπαξιωματικῶν.: [963, 1093, 1239, 1136]
paragraph: Χθὲς τὸ πρωὶ εἰσῆλθεν εἰς τὰς πλωτὰς δεξαμενὰς τοῦ Ναυσταθμου τὸ εὔδρομον «Ν. Μιαούλης» ἵνα καθαρισθῇ, προπαρασκευαζόμενον διὰ τὸν ἐκπαιδευτικὸν πλοῦν του.: [411, 694, 682, 764]
paragraph: Ὁ ἀστυνόμος τοῦ Β' τμήματος κ. Μπάκας περαιώσας τὰς ἀνακρίσεις αὐτοῦ εἰς τὰς προχθεσινὰς φοβερᾶς πυρκαϊᾶς τῶν ἐπὶ τῆς ὁδοῦ Ἑρμοῦ καὶ Ἀθηνᾶς, ὑπέβαλε ταύτας εἰς τὸν κ. Εἰσαγγελέα πρὸς ἐξέτασιν.: [411, 817, 682, 886]
section-heading: ΔΥΣΤΥΧΗΜΑ ΕΙΣ ΛΟΧΙΑΝ: [696, 1338, 949, 1360]
paragraph: Ὁ Νομάρχης Ζακύνθου τηλεγραφικῶς ἀναφέρει εἰς τὸ ὑπουργεῖον ὅτι ἡ ἐφετεινὴ παραγωγὴ τῆς νήσου ὑπολογίζεται ὅτι θὰ εἶνε κατωτέρα τῆς περσινῆς κατὰ 15 %.: [696, 1074, 949, 1130]
paragraph: Παρετηρήθη ὅτι τὰ πλεῖστον μέρος τοῦ ναυμαχίου ἐγένετο κατὰ τὴν νύκτα καὶ ὁ ρωσικὸς στόλος ἐτράπη τῶν ὑδάτων τῶν ἐκτὸς τοῦ κατάπλου πρὸς τὸν λιμένα τοῦ Βλαδιβοστὸκ.: [133, 1336, 393, 1406]
